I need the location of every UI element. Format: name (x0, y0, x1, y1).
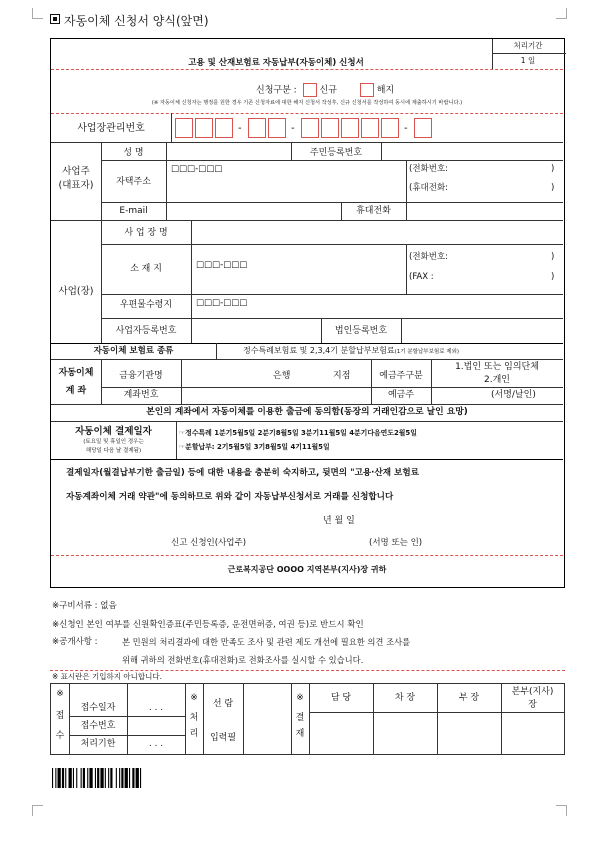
workplace-fax-label: (FAX : (409, 272, 434, 282)
transfer-date-line-2: ☞분할납부: 2기5월5일 3기8월5일 4기11월5일 (179, 443, 330, 451)
identity-note: ※신청인 본인 여부를 신원확인증표(주민등록증, 운전면허증, 여권 등)로 반드시 확인 (52, 620, 364, 630)
workplace-phone-close: ) (551, 252, 555, 262)
divider (51, 113, 563, 114)
owner-phone-label: (전화번호: (409, 164, 449, 174)
reception-label-2: 수 (55, 731, 65, 741)
divider (101, 244, 563, 245)
workplace-no-digit[interactable] (248, 118, 266, 138)
office-use-table (50, 683, 565, 755)
divider (381, 142, 382, 160)
divider (51, 459, 563, 460)
workplace-no-digit[interactable] (381, 118, 399, 138)
document-title: 자동이체 신청서 양식(앞면) (64, 14, 209, 28)
insurance-type-note: (1기 분할납부보험료 제외) (394, 349, 460, 355)
owner-mobile-label: (휴대전화: (409, 183, 449, 193)
divider (101, 160, 563, 161)
barcode-bar (136, 768, 139, 788)
workplace-fax-close: ) (551, 272, 555, 282)
insurance-type-value-text: 정수특례보험료 및 2,3,4기 분할납부보험료 (243, 346, 395, 355)
divider (203, 684, 204, 754)
barcode-bar (100, 768, 103, 788)
owner-mobile-phone-label: 휴대전화 (356, 206, 391, 216)
receipt-date-dots: . . . (148, 703, 164, 713)
barcode-bar (121, 768, 123, 788)
divider (51, 359, 563, 360)
deadline-label: 처리기한 (80, 739, 116, 749)
divider (401, 318, 402, 343)
divider (406, 160, 407, 202)
divider (166, 142, 167, 220)
office-use-note: ※ 표시란은 기입하지 아니합니다. (52, 672, 163, 681)
reception-label-1: 접 (55, 711, 65, 721)
workplace-name-label: 사 업 장 명 (124, 228, 168, 238)
barcode (52, 768, 192, 794)
workplace-group-label: 사업(장) (58, 286, 94, 297)
transfer-date-note-2: 해당일 다음 날 결제됨) (85, 448, 142, 454)
new-label: 신규 (319, 85, 337, 96)
workplace-no-digit[interactable] (268, 118, 286, 138)
barcode-bar (83, 768, 85, 788)
public-line-2: 위해 귀하의 전화번호(휴대전화)로 전화조사를 실시할 수 있습니다. (122, 655, 364, 665)
owner-phone-close: ) (551, 164, 555, 174)
account-group-label-2: 계 좌 (65, 386, 87, 396)
owner-group-sub: (대표자) (58, 180, 94, 191)
input-label: 입력필 (209, 733, 237, 743)
divider (51, 142, 563, 143)
branch-unit: 지점 (333, 371, 351, 381)
owner-resident-no-label: 주민등록번호 (309, 148, 363, 158)
deadline-dots: . . . (148, 739, 164, 749)
holder-type-option-2[interactable]: 2.개인 (484, 375, 510, 385)
barcode-bar (69, 768, 72, 788)
workplace-postal-code[interactable]: □□□-□□□ (196, 260, 248, 270)
barcode-bar (62, 768, 64, 788)
holder-label: 예금주 (387, 390, 415, 400)
workplace-no-digit[interactable] (301, 118, 319, 138)
application-type-row (256, 83, 394, 97)
office-mark: ※ (296, 693, 304, 703)
workplace-no-digit[interactable] (215, 118, 233, 138)
workplace-mail-label: 우편물수령지 (119, 300, 173, 310)
barcode-bar (76, 768, 77, 788)
applicant-label: 신고 신청인(사업주) (171, 538, 247, 548)
public-label: ※공개사항 : (52, 637, 98, 647)
divider (101, 220, 102, 343)
crop-mark-top-right (556, 8, 567, 19)
divider (406, 202, 407, 220)
barcode-bar (73, 768, 74, 788)
owner-name-label: 성 명 (123, 148, 144, 158)
divider (176, 421, 177, 459)
divider (101, 202, 563, 203)
chief-label-2: 장 (528, 700, 537, 710)
barcode-bar (87, 768, 88, 788)
review-label: 선 람 (212, 699, 234, 709)
barcode-bar (52, 768, 53, 788)
approval-label-2: 재 (295, 729, 305, 739)
bank-label: 금융기관명 (119, 371, 163, 381)
barcode-bar (108, 768, 109, 788)
head-label: 부 장 (458, 693, 480, 703)
divider (181, 359, 182, 404)
holder-type-label: 예금주구분 (379, 371, 423, 381)
workplace-no-digit[interactable] (361, 118, 379, 138)
account-group-label-1: 자동이체 (58, 368, 94, 378)
process-label-2: 리 (189, 729, 199, 739)
barcode-bar (119, 768, 120, 788)
consent-text: 본인의 계좌에서 자동이체를 이용한 출금에 동의함(동장의 거래인감으로 날인 요망) (146, 407, 468, 417)
account-no-label: 계좌번호 (123, 390, 159, 400)
barcode-bar (129, 768, 130, 788)
agreement-line-2: 자동계좌이체 거래 약관"에 동의하므로 위와 같이 자동납부신청서로 거래를 신청합니다 (66, 492, 394, 502)
document-heading (50, 12, 209, 29)
application-type-label: 신청구분 : (256, 85, 297, 96)
workplace-mail-postal[interactable]: □□□-□□□ (196, 298, 248, 308)
divider (51, 555, 563, 556)
barcode-bar (95, 768, 96, 788)
divider (101, 318, 563, 319)
barcode-bar (65, 768, 66, 788)
divider (51, 421, 563, 422)
transfer-date-label: 자동이체 결제일자 (75, 426, 152, 437)
owner-mobile-close: ) (551, 183, 555, 193)
bank-unit: 은행 (273, 371, 291, 381)
divider (69, 716, 185, 717)
divider (51, 220, 563, 221)
approval-label-1: 결 (295, 713, 305, 723)
workplace-no-digit[interactable] (195, 118, 213, 138)
insurance-type-value (243, 347, 459, 356)
owner-email-label: E-mail (119, 206, 148, 216)
recipient-line: 근로복지공단 OOOO 지역본부(지사)장 귀하 (227, 565, 387, 574)
divider (243, 684, 244, 754)
documents-note: ※구비서류 : 없음 (52, 601, 117, 611)
transfer-date-line-1: ☞정수특례 1분기5월5일 2분기8월5일 3분기11월5일 4분기다음연도2월5일 (179, 429, 417, 437)
crop-mark-bottom-left (32, 805, 43, 816)
chief-label-1: 본부(지사) (511, 687, 554, 697)
barcode-bar (110, 768, 112, 788)
agreement-date-line: 년 월 일 (323, 516, 355, 526)
deputy-label: 차 장 (394, 693, 416, 703)
workplace-biz-reg-label: 사업자등록번호 (115, 326, 177, 336)
divider (492, 53, 566, 54)
divider (191, 220, 192, 343)
divider (51, 343, 563, 344)
barcode-bar (58, 768, 61, 788)
agreement-line-1: 결제일자(월결납부기한 출금일) 등에 대한 내용을 충분히 숙지하고, 뒷면의 "고용·산재 보험료 (66, 468, 419, 478)
barcode-bar (140, 768, 141, 788)
separator: - (404, 123, 408, 134)
owner-group-label: 사업주 (62, 166, 90, 177)
separator: - (291, 123, 295, 134)
workplace-phone-label: (전화번호: (409, 252, 449, 262)
square-bullet-icon (50, 14, 60, 24)
crop-mark-top-left (32, 8, 43, 19)
workplace-no-label: 사업장관리번호 (77, 123, 145, 134)
workplace-no-digit[interactable] (175, 118, 193, 138)
barcode-bar (97, 768, 99, 788)
office-mark: ※ (56, 689, 64, 699)
holder-sign: (서명/날인) (491, 390, 536, 400)
divider (216, 343, 217, 359)
divider (51, 404, 563, 405)
owner-address-label: 자택주소 (116, 177, 151, 187)
public-line-1: 본 민원의 처리결과에 대한 만족도 조사 및 관련 제도 개선에 필요한 의견 조사를 (122, 637, 411, 647)
separator: - (238, 123, 242, 134)
divider (69, 735, 185, 736)
application-form (50, 38, 565, 588)
holder-type-option-1[interactable]: 1.법인 또는 임의단체 (455, 362, 539, 372)
divider (51, 69, 563, 70)
receipt-date-label: 접수일자 (80, 703, 116, 713)
applicant-sign: (서명 또는 인) (369, 538, 423, 548)
cancel-label: 해지 (376, 85, 395, 96)
divider (406, 244, 407, 294)
divider (101, 387, 563, 388)
office-mark: ※ (190, 693, 198, 703)
new-checkbox[interactable] (303, 83, 317, 97)
workplace-no-digit[interactable] (341, 118, 359, 138)
processing-period-label: 처리기간 (513, 41, 543, 50)
barcode-bar (116, 768, 117, 788)
barcode-bar (105, 768, 106, 788)
receipt-no-label: 접수번호 (80, 721, 116, 731)
workplace-corp-reg-label: 법인등록번호 (334, 326, 388, 336)
divider (171, 113, 172, 142)
barcode-bar (125, 768, 128, 788)
processing-period-value: 1 일 (520, 56, 536, 65)
owner-postal-code[interactable]: □□□-□□□ (171, 164, 223, 174)
divider (50, 670, 565, 671)
transfer-date-note-1: (토요일 및 휴일인 경우는 (83, 439, 144, 445)
workplace-address-label: 소 재 지 (130, 264, 162, 274)
workplace-no-digit[interactable] (414, 118, 432, 138)
barcode-bar (89, 768, 92, 788)
cancel-checkbox[interactable] (360, 83, 374, 97)
form-notice: (※ 자동이체 신청자는 행정를 원한 경우 기존 신청자료에 대한 해지 신청서 작성후, 신규 신청서를 작성하여 동시에 제출하시기 바랍니다.) (151, 100, 463, 106)
process-label-1: 처 (189, 713, 199, 723)
staff-label: 담 당 (330, 693, 352, 703)
divider (101, 294, 563, 295)
crop-mark-bottom-right (556, 805, 567, 816)
form-title: 고용 및 산재보험료 자동납부(자동이체) 신청서 (188, 58, 364, 68)
barcode-bar (132, 768, 134, 788)
barcode-bar (81, 768, 82, 788)
insurance-type-label: 자동이체 보험료 종류 (93, 346, 174, 356)
barcode-bar (55, 768, 56, 788)
workplace-no-digit[interactable] (321, 118, 339, 138)
